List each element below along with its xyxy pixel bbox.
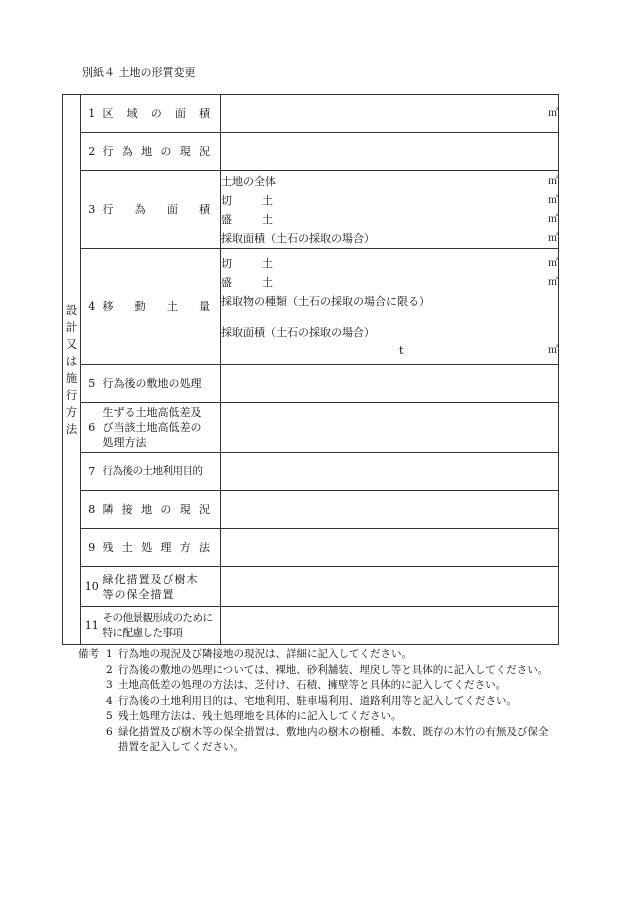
form-row-4 — [63, 249, 559, 365]
line-ton: t ㎡ — [221, 342, 558, 360]
row-number: 1 — [81, 95, 103, 133]
value-area[interactable] — [221, 95, 559, 133]
unit-ton: t — [399, 343, 404, 357]
form-row-3 — [63, 171, 559, 249]
note-item: 5 残土処理方法は、残土処理地を具体的に記入してください。 — [106, 710, 402, 722]
label-justify: 区 域 の 面 積 — [102, 107, 210, 120]
land-alteration-form — [62, 94, 559, 645]
line-fill: 盛 土 ㎡ — [221, 212, 558, 226]
note-item: 6 緑化措置及び樹木等の保全措置は、敷地内の樹木の樹種、本数、既存の木竹の有無及び保全措置を記入してください。 — [106, 725, 549, 753]
value-greening[interactable] — [221, 567, 559, 607]
row-label-adjacent-land — [103, 491, 221, 529]
value-current-state[interactable] — [221, 133, 559, 171]
value-action-area[interactable] — [221, 171, 559, 249]
value-adjacent-land[interactable] — [221, 491, 559, 529]
form-row-9 — [63, 529, 559, 567]
label-justify: 移 動 土 量 — [102, 300, 210, 313]
value-soil-volume[interactable] — [221, 249, 559, 365]
row-number: 7 — [81, 453, 103, 491]
value-surplus-soil[interactable] — [221, 529, 559, 567]
row-label-greening: 緑化措置及び樹木等の保全措置 — [103, 567, 221, 607]
value-landscape-considerations[interactable] — [221, 607, 559, 645]
row-label-current-state — [103, 133, 221, 171]
line-extraction-area: 採取面積（土石の採取の場合） ㎡ — [221, 231, 558, 245]
form-row-1 — [63, 95, 559, 133]
vertical-header: 設計又は施行方法 — [65, 302, 78, 436]
line-total-land: 土地の全体 ㎡ — [221, 174, 558, 188]
form-row-5 — [63, 365, 559, 403]
row-number: 5 — [81, 365, 103, 403]
form-row-6 — [63, 403, 559, 453]
row-number: 8 — [81, 491, 103, 529]
row-number: 6 — [81, 403, 103, 453]
note-item: 2 行為後の敷地の処理については、裸地、砂利舗装、埋戻し等と具体的に記入してください。 — [106, 663, 549, 676]
note-item: 備考 1 行為地の現況及び隣接地の現況は、詳細に記入してください。 — [78, 647, 558, 663]
row-number: 4 — [81, 249, 103, 365]
line-cut: 切 土 ㎡ — [221, 256, 558, 270]
row-number: 10 — [81, 567, 103, 607]
notes-heading: 備考 — [78, 648, 99, 660]
row-label-land-use: 行為後の土地利用目的 — [103, 453, 221, 491]
label-justify: 残 土 処 理 方 法 — [102, 541, 210, 554]
note-item: 3 土地高低差の処理の方法は、芝付け、石積、擁壁等と具体的に記入してください。 — [106, 679, 507, 691]
form-row-2 — [63, 133, 559, 171]
line-cut: 切 土 ㎡ — [221, 193, 558, 207]
unit-sqm: ㎡ — [548, 108, 558, 119]
notes-section — [78, 647, 558, 756]
label-justify: 隣 接 地 の 現 況 — [102, 503, 210, 516]
form-row-10 — [63, 567, 559, 607]
row-number: 3 — [81, 171, 103, 249]
vertical-header-cell — [63, 95, 81, 645]
value-site-treatment[interactable] — [221, 365, 559, 403]
line-extraction-type: 採取物の種類（土石の採取の場合に限る） — [221, 294, 430, 308]
form-row-11 — [63, 607, 559, 645]
line-fill: 盛 土 ㎡ — [221, 275, 558, 289]
form-row-8 — [63, 491, 559, 529]
row-label-landscape-considerations: その他景観形成のために特に配慮した事項 — [103, 607, 221, 645]
row-label-action-area — [103, 171, 221, 249]
row-label-site-treatment: 行為後の敷地の処理 — [103, 365, 221, 403]
label-justify: 行 為 地 の 現 況 — [102, 145, 210, 158]
row-number: 2 — [81, 133, 103, 171]
form-row-7 — [63, 453, 559, 491]
line-extraction-area: 採取面積（土石の採取の場合） — [221, 325, 375, 339]
value-land-use[interactable] — [221, 453, 559, 491]
value-elevation-difference[interactable] — [221, 403, 559, 453]
row-number: 9 — [81, 529, 103, 567]
row-number: 11 — [81, 607, 103, 645]
row-label-area — [103, 95, 221, 133]
document-title: 別紙４ 土地の形質変更 — [82, 66, 196, 79]
note-item: 4 行為後の土地利用目的は、宅地利用、駐車場利用、道路利用等と記入してください。 — [106, 694, 517, 707]
label-justify: 行 為 面 積 — [102, 203, 210, 216]
row-label-soil-volume — [103, 249, 221, 365]
row-label-surplus-soil — [103, 529, 221, 567]
row-label-elevation-difference: 生ずる土地高低差及び当該土地高低差の処理方法 — [103, 403, 221, 453]
